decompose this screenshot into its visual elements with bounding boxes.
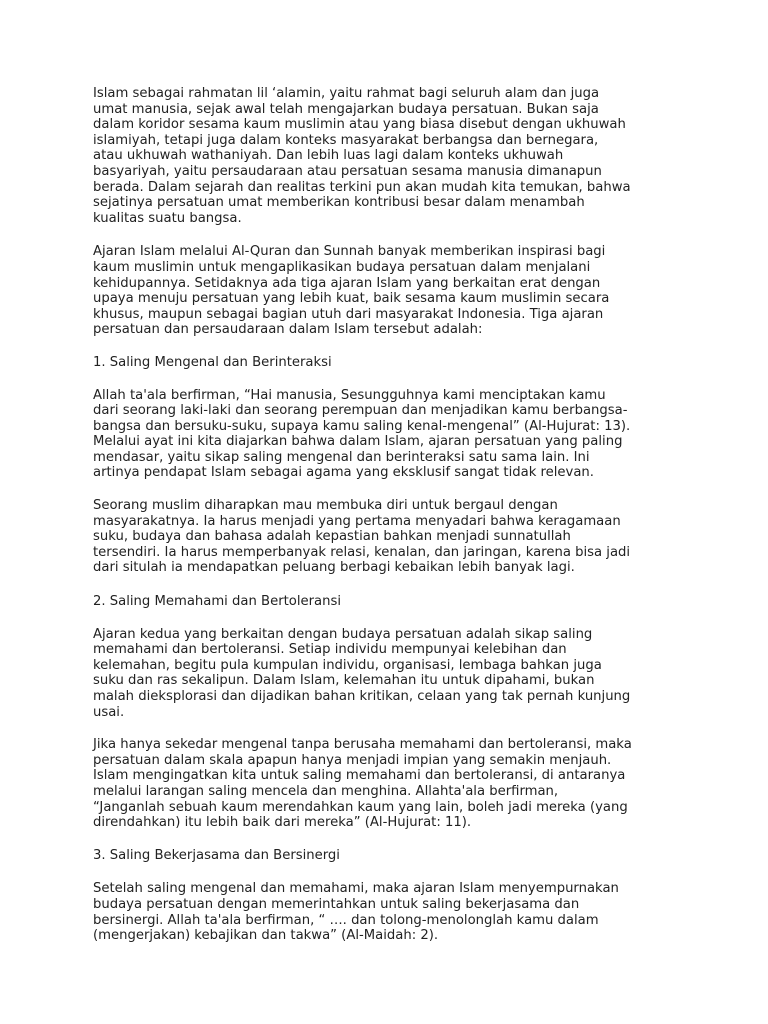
text-line: dari situlah ia mendapatkan peluang berbagi kebaikan lebih banyak lagi.	[93, 560, 575, 576]
text-line: kualitas suatu bangsa.	[93, 210, 242, 226]
text-line: malah dieksplorasi dan dijadikan bahan kritikan, celaan yang tak pernah kunjung	[93, 689, 631, 704]
paragraph-saling-mengenal	[93, 388, 743, 482]
section-heading-3	[93, 848, 743, 864]
text-line: Allah ta'ala berfirman, “Hai manusia, Sesungguhnya kami menciptakan kamu	[93, 387, 606, 403]
paragraph-ajaran	[93, 244, 743, 338]
text-line: “Janganlah sebuah kaum merendahkan kaum yang lain, boleh jadi mereka (yang	[93, 799, 628, 815]
paragraph-saling-memahami	[93, 627, 743, 721]
text-line: dalam koridor sesama kaum muslimin atau yang biasa disebut dengan ukhuwah	[93, 117, 626, 133]
text-line: suku dan ras sekalipun. Dalam Islam, kelemahan itu untuk dipahami, bukan	[93, 673, 595, 689]
text-line: basyariyah, yaitu persaudaraan atau persatuan sesama manusia dimanapun	[93, 163, 602, 179]
text-line: islamiyah, tetapi juga dalam konteks masyarakat berbangsa dan bernegara,	[93, 132, 599, 148]
paragraph-intro	[93, 86, 743, 226]
text-line: masyarakatnya. Ia harus menjadi yang pertama menyadari bahwa keragamaan	[93, 513, 621, 529]
document-page	[93, 86, 743, 944]
text-line: budaya persatuan dengan memerintahkan untuk saling bekerjasama dan	[93, 896, 580, 912]
paragraph-seorang-muslim	[93, 498, 743, 576]
text-line: tersendiri. Ia harus memperbanyak relasi, kenalan, dan jaringan, karena bisa jadi	[93, 544, 631, 560]
text-line: kelemahan, begitu pula kumpulan individu, organisasi, lembaga bahkan juga	[93, 657, 602, 673]
text-line: mendasar, yaitu sikap saling mengenal dan berinteraksi satu sama lain. Ini	[93, 449, 590, 465]
text-line: direndahkan) itu lebih baik dari mereka” (Al-Hujurat: 11).	[93, 815, 472, 831]
text-line: suku, budaya dan bahasa adalah kepastian bahkan menjadi sunnatullah	[93, 529, 571, 545]
text-line: sejatinya persatuan umat memberikan kontribusi besar dalam menambah	[93, 195, 585, 211]
text-line: persatuan dalam skala apapun hanya menjadi impian yang semakin menjauh.	[93, 752, 612, 768]
text-line: upaya menuju persatuan yang lebih kuat, baik sesama kaum muslimin secara	[93, 291, 610, 307]
heading-text: 3. Saling Bekerjasama dan Bersinergi	[93, 847, 340, 863]
text-line: Melalui ayat ini kita diajarkan bahwa dalam Islam, ajaran persatuan yang paling	[93, 434, 623, 450]
section-heading-2	[93, 594, 743, 610]
text-line: kaum muslimin untuk mengaplikasikan budaya persatuan dalam menjalani	[93, 259, 591, 275]
text-line: khusus, maupun sebagai bagian utuh dari masyarakat Indonesia. Tiga ajaran	[93, 306, 604, 322]
text-line: (mengerjakan) kebajikan dan takwa” (Al-Maidah: 2).	[93, 928, 439, 944]
text-line: artinya pendapat Islam sebagai agama yang eksklusif sangat tidak relevan.	[93, 465, 594, 481]
section-heading-1	[93, 355, 743, 371]
text-line: memahami dan bertoleransi. Setiap individu mempunyai kelebihan dan	[93, 642, 567, 658]
text-line: berada. Dalam sejarah dan realitas terkini pun akan mudah kita temukan, bahwa	[93, 179, 631, 195]
text-line: Jika hanya sekedar mengenal tanpa berusaha memahami dan bertoleransi, maka	[93, 737, 632, 753]
text-line: Seorang muslim diharapkan mau membuka diri untuk bergaul dengan	[93, 498, 558, 514]
text-line: usai.	[93, 704, 125, 720]
text-line: Ajaran Islam melalui Al-Quran dan Sunnah banyak memberikan inspirasi bagi	[93, 244, 606, 260]
text-line: Ajaran kedua yang berkaitan dengan budaya persatuan adalah sikap saling	[93, 626, 593, 642]
text-line: atau ukhuwah wathaniyah. Dan lebih luas lagi dalam konteks ukhuwah	[93, 148, 564, 164]
text-line: bersinergi. Allah ta'ala berfirman, “ …. dan tolong-menolonglah kamu dalam	[93, 912, 599, 928]
paragraph-bertoleransi	[93, 737, 743, 831]
text-line: Islam mengingatkan kita untuk saling memahami dan bertoleransi, di antaranya	[93, 768, 626, 784]
paragraph-bekerjasama	[93, 881, 743, 943]
text-line: kehidupannya. Setidaknya ada tiga ajaran Islam yang berkaitan erat dengan	[93, 275, 601, 291]
text-line: bangsa dan bersuku-suku, supaya kamu saling kenal-mengenal” (Al-Hujurat: 13).	[93, 418, 631, 434]
heading-text: 1. Saling Mengenal dan Berinteraksi	[93, 354, 332, 370]
text-line: melalui larangan saling mencela dan menghina. Allahta'ala berfirman,	[93, 783, 559, 799]
text-line: persatuan dan persaudaraan dalam Islam tersebut adalah:	[93, 322, 483, 338]
heading-text: 2. Saling Memahami dan Bertoleransi	[93, 594, 342, 610]
text-line: Setelah saling mengenal dan memahami, maka ajaran Islam menyempurnakan	[93, 881, 619, 897]
text-line: Islam sebagai rahmatan lil ‘alamin, yaitu rahmat bagi seluruh alam dan juga	[93, 86, 600, 101]
text-line: umat manusia, sejak awal telah mengajarkan budaya persatuan. Bukan saja	[93, 101, 599, 117]
text-line: dari seorang laki-laki dan seorang perempuan dan menjadikan kamu berbangsa-	[93, 403, 628, 419]
